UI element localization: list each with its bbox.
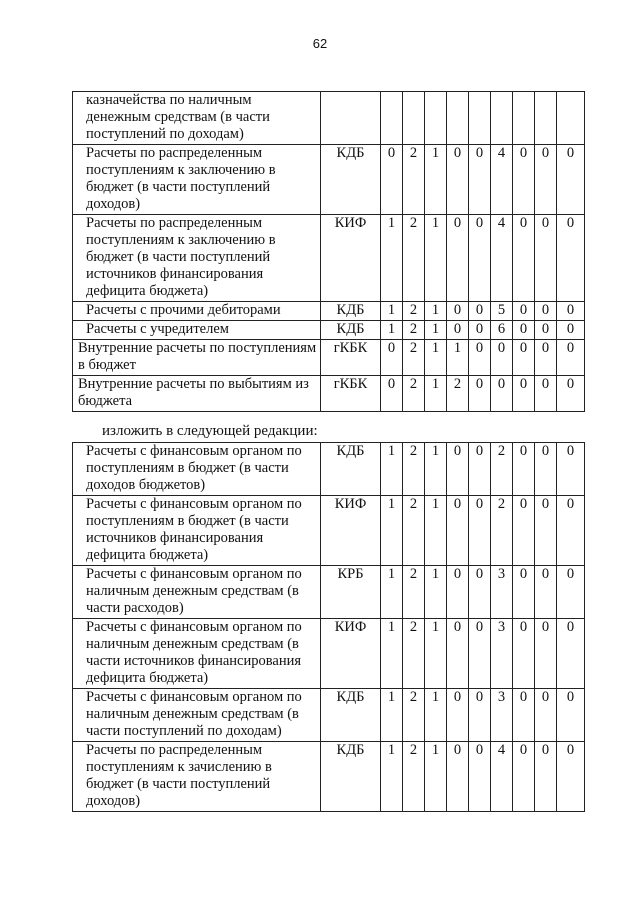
account-digit [491, 92, 513, 145]
account-name: Расчеты по распределенным поступлениям к заключению в бюджет (в части поступлений источников финансирования дефицита бюджета) [73, 215, 321, 302]
account-name: Расчеты с финансовым органом по наличным денежным средствам (в части источников финансирования дефицита бюджета) [73, 619, 321, 689]
account-digit: 0 [513, 566, 535, 619]
account-digit: 3 [491, 566, 513, 619]
account-digit [447, 92, 469, 145]
account-digit: 0 [535, 496, 557, 566]
account-digit: 2 [491, 496, 513, 566]
account-code: КДБ [321, 302, 381, 321]
account-digit: 2 [403, 215, 425, 302]
amendment-intro-text: изложить в следующей редакции: [102, 423, 318, 439]
account-digit: 1 [381, 443, 403, 496]
account-name: Расчеты с прочими дебиторами [73, 302, 321, 321]
account-digit: 1 [381, 619, 403, 689]
account-digit: 1 [425, 321, 447, 340]
account-digit: 0 [513, 689, 535, 742]
account-digit: 0 [381, 340, 403, 376]
account-code: КИФ [321, 619, 381, 689]
account-name: Расчеты с финансовым органом по поступлениям в бюджет (в части доходов бюджетов) [73, 443, 321, 496]
account-code: КДБ [321, 689, 381, 742]
account-digit: 0 [447, 321, 469, 340]
account-digit: 0 [557, 496, 585, 566]
account-digit: 4 [491, 215, 513, 302]
table-row [73, 215, 585, 302]
account-code: КДБ [321, 145, 381, 215]
account-digit: 6 [491, 321, 513, 340]
account-digit: 0 [447, 145, 469, 215]
account-digit: 2 [403, 443, 425, 496]
table-row [73, 619, 585, 689]
account-digit [425, 92, 447, 145]
account-digit: 0 [447, 443, 469, 496]
account-digit: 0 [557, 566, 585, 619]
account-digit: 1 [425, 566, 447, 619]
account-digit: 0 [535, 321, 557, 340]
accounts-table-new-edition [72, 442, 585, 812]
account-digit: 0 [557, 321, 585, 340]
account-digit: 0 [557, 443, 585, 496]
account-digit: 1 [425, 376, 447, 412]
account-digit [557, 92, 585, 145]
account-digit: 0 [557, 742, 585, 812]
account-digit: 0 [557, 689, 585, 742]
account-digit: 0 [513, 321, 535, 340]
account-digit: 2 [403, 376, 425, 412]
account-digit: 0 [469, 566, 491, 619]
table-row [73, 566, 585, 619]
account-digit: 0 [469, 302, 491, 321]
account-code: КДБ [321, 742, 381, 812]
account-digit: 0 [535, 302, 557, 321]
account-digit: 0 [469, 742, 491, 812]
account-digit: 0 [557, 340, 585, 376]
account-digit: 0 [469, 340, 491, 376]
account-digit: 1 [447, 340, 469, 376]
account-digit: 0 [491, 376, 513, 412]
page-number: 62 [312, 36, 328, 51]
account-digit: 0 [491, 340, 513, 376]
account-digit: 4 [491, 145, 513, 215]
account-digit: 0 [557, 376, 585, 412]
account-digit: 0 [513, 496, 535, 566]
account-name: Внутренние расчеты по выбытиям из бюджета [73, 376, 321, 412]
account-digit: 1 [425, 496, 447, 566]
account-name: Внутренние расчеты по поступлениям в бюджет [73, 340, 321, 376]
table-row [73, 321, 585, 340]
account-digit: 0 [447, 496, 469, 566]
account-digit: 0 [381, 145, 403, 215]
account-digit: 2 [403, 742, 425, 812]
account-name: Расчеты по распределенным поступлениям к зачислению в бюджет (в части поступлений доходов) [73, 742, 321, 812]
account-code: гКБК [321, 340, 381, 376]
table-row [73, 376, 585, 412]
account-digit [403, 92, 425, 145]
account-digit: 0 [513, 443, 535, 496]
account-digit: 1 [425, 742, 447, 812]
account-digit: 1 [425, 215, 447, 302]
account-code: КРБ [321, 566, 381, 619]
account-digit: 0 [381, 376, 403, 412]
account-digit: 1 [425, 302, 447, 321]
account-digit: 1 [425, 443, 447, 496]
account-digit: 0 [535, 742, 557, 812]
account-name: Расчеты с финансовым органом по наличным денежным средствам (в части расходов) [73, 566, 321, 619]
account-name: казначейства по наличным денежным средствам (в части поступлений по доходам) [73, 92, 321, 145]
table-row [73, 340, 585, 376]
account-digit: 5 [491, 302, 513, 321]
account-digit: 3 [491, 619, 513, 689]
account-digit: 0 [535, 376, 557, 412]
account-digit: 0 [535, 340, 557, 376]
account-digit: 0 [469, 496, 491, 566]
table-row [73, 92, 585, 145]
account-digit: 1 [381, 742, 403, 812]
account-digit: 0 [535, 215, 557, 302]
account-digit: 0 [513, 376, 535, 412]
account-digit: 2 [447, 376, 469, 412]
account-digit: 1 [425, 619, 447, 689]
account-code: КИФ [321, 496, 381, 566]
account-digit: 2 [403, 496, 425, 566]
account-digit: 0 [447, 619, 469, 689]
account-digit: 0 [469, 689, 491, 742]
account-digit: 0 [469, 376, 491, 412]
account-digit: 0 [447, 742, 469, 812]
account-code: КДБ [321, 321, 381, 340]
account-digit [469, 92, 491, 145]
account-digit: 2 [403, 689, 425, 742]
account-digit: 1 [381, 302, 403, 321]
account-digit: 0 [513, 215, 535, 302]
account-digit: 0 [513, 340, 535, 376]
account-name: Расчеты по распределенным поступлениям к заключению в бюджет (в части поступлений доходов) [73, 145, 321, 215]
account-digit: 0 [557, 215, 585, 302]
account-digit: 2 [403, 619, 425, 689]
accounts-table-previous [72, 91, 585, 412]
account-name: Расчеты с финансовым органом по наличным денежным средствам (в части поступлений по доходам) [73, 689, 321, 742]
account-digit: 0 [535, 619, 557, 689]
account-digit: 1 [381, 689, 403, 742]
account-name: Расчеты с учредителем [73, 321, 321, 340]
account-code: КДБ [321, 443, 381, 496]
account-digit: 0 [469, 215, 491, 302]
account-digit: 0 [535, 689, 557, 742]
account-digit: 2 [403, 566, 425, 619]
account-digit: 2 [403, 145, 425, 215]
account-digit: 0 [535, 566, 557, 619]
account-digit: 3 [491, 689, 513, 742]
table-row [73, 443, 585, 496]
account-digit: 4 [491, 742, 513, 812]
table-row [73, 145, 585, 215]
account-code: гКБК [321, 376, 381, 412]
account-digit: 0 [447, 689, 469, 742]
account-digit: 0 [557, 145, 585, 215]
account-digit: 0 [447, 566, 469, 619]
account-digit: 0 [469, 443, 491, 496]
account-digit: 1 [381, 215, 403, 302]
table-row [73, 302, 585, 321]
account-name: Расчеты с финансовым органом по поступлениям в бюджет (в части источников финансирования дефицита бюджета) [73, 496, 321, 566]
account-digit: 0 [513, 302, 535, 321]
account-digit: 1 [425, 340, 447, 376]
account-digit [513, 92, 535, 145]
table-row [73, 742, 585, 812]
account-digit: 0 [535, 443, 557, 496]
account-code [321, 92, 381, 145]
table-row [73, 689, 585, 742]
account-digit: 0 [513, 742, 535, 812]
account-digit: 1 [381, 496, 403, 566]
account-digit: 2 [403, 340, 425, 376]
account-digit: 2 [403, 302, 425, 321]
account-digit: 0 [469, 321, 491, 340]
account-digit: 0 [447, 302, 469, 321]
account-digit: 0 [469, 619, 491, 689]
account-digit: 0 [447, 215, 469, 302]
account-digit: 1 [381, 321, 403, 340]
account-code: КИФ [321, 215, 381, 302]
account-digit: 0 [557, 619, 585, 689]
account-digit: 2 [491, 443, 513, 496]
table-row [73, 496, 585, 566]
account-digit: 1 [425, 689, 447, 742]
account-digit [381, 92, 403, 145]
account-digit: 1 [381, 566, 403, 619]
account-digit: 0 [469, 145, 491, 215]
account-digit: 0 [513, 145, 535, 215]
account-digit: 0 [535, 145, 557, 215]
account-digit: 0 [557, 302, 585, 321]
account-digit: 2 [403, 321, 425, 340]
account-digit [535, 92, 557, 145]
account-digit: 1 [425, 145, 447, 215]
account-digit: 0 [513, 619, 535, 689]
